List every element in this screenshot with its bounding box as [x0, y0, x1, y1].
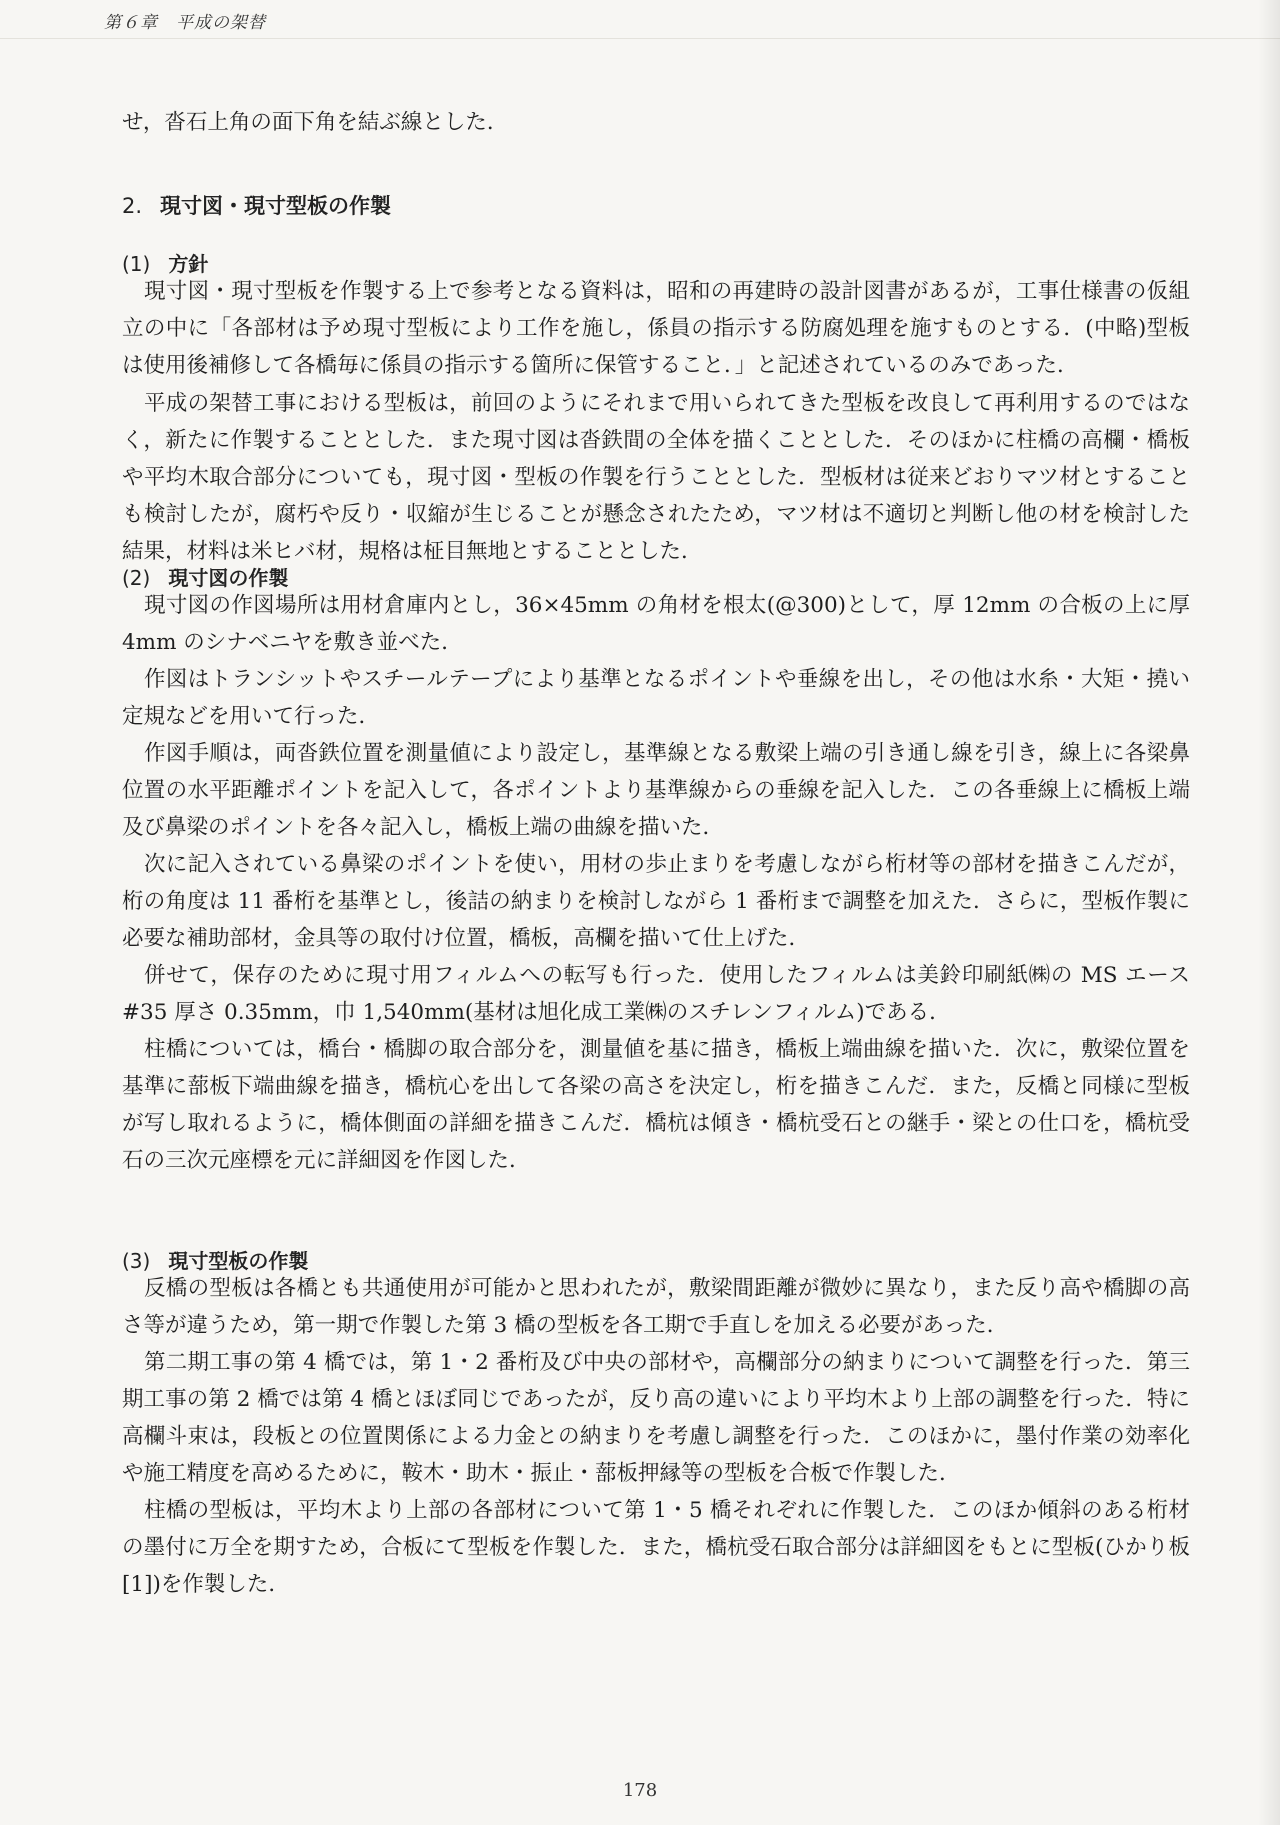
page-edge-shadow [1258, 0, 1280, 1825]
subsection-2-paragraph-6: 柱橋については，橋台・橋脚の取合部分を，測量値を基に描き，橋板上端曲線を描いた．次に，敷梁位置を基準に蔀板下端曲線を描き，橋杭心を出して各梁の高さを決定し，桁を描きこんだ．また，反橋と同様に型板が写し取れるように，橋体側面の詳細を描きこんだ．橋杭は傾き・橋杭受石との継手・梁との仕口を，橋杭受石の三次元座標を元に詳細図を作図した． [122, 1037, 1190, 1173]
section-2-heading [122, 190, 391, 220]
intro-continuation: せ，沓石上角の面下角を結ぶ線とした． [122, 110, 509, 135]
subsection-2-number: (2) [122, 566, 151, 590]
subsection-1-paragraph-1: 現寸図・現寸型板を作製する上で参考となる資料は，昭和の再建時の設計図書があるが，工事仕様書の仮組立の中に「各部材は予め現寸型板により工作を施し，係員の指示する防腐処理を施すものとする．(中略)型板は使用後補修して各橋毎に係員の指示する箇所に保管すること．」と記述されているのみであった． [122, 279, 1190, 378]
running-header: 第６章 平成の架替 [104, 13, 266, 33]
subsection-3-paragraph-1: 反橋の型板は各橋とも共通使用が可能かと思われたが，敷梁間距離が微妙に異なり，また反り高や橋脚の高さ等が違うため，第一期で作製した第 3 橋の型板を各工期で手直しを加える必要があった． [122, 1276, 1190, 1338]
subsection-2-paragraph-2: 作図はトランシットやスチールテープにより基準となるポイントや垂線を出し，その他は水糸・大矩・撓い定規などを用いて行った． [122, 667, 1190, 729]
subsection-3-title: 現寸型板の作製 [168, 1249, 309, 1273]
subsection-1-paragraph-2: 平成の架替工事における型板は，前回のようにそれまで用いられてきた型板を改良して再利用するのではなく，新たに作製することとした．また現寸図は沓鉄間の全体を描くこととした．そのほかに柱橋の高欄・橋板や平均木取合部分についても，現寸図・型板の作製を行うこととした．型板材は従来どおりマツ材とすることも検討したが，腐朽や反り・収縮が生じることが懸念されたため，マツ材は不適切と判断し他の材を検討した結果，材料は米ヒバ材，規格は柾目無地とすることとした． [122, 391, 1190, 564]
section-2-title: 現寸図・現寸型板の作製 [160, 194, 392, 218]
subsection-3-number: (3) [122, 1249, 151, 1273]
subsection-2-paragraph-4: 次に記入されている鼻梁のポイントを使い，用材の歩止まりを考慮しながら桁材等の部材を描きこんだが，桁の角度は 11 番桁を基準とし，後詰の納まりを検討しながら 1 番桁まで調整を加えた．さらに，型板作製に必要な補助部材，金具等の取付け位置，橋板，高欄を描いて仕上げた． [122, 852, 1190, 951]
subsection-3-paragraph-2: 第二期工事の第 4 橋では，第 1・2 番桁及び中央の部材や，高欄部分の納まりについて調整を行った．第三期工事の第 2 橋では第 4 橋とほぼ同じであったが，反り高の違いにより平均木より上部の調整を行った．特に高欄斗束は，段板との位置関係による力金との納まりを考慮し調整を行った．このほかに，墨付作業の効率化や施工精度を高めるために，鞍木・助木・振止・蔀板押縁等の型板を合板で作製した． [122, 1350, 1190, 1486]
subsection-1-number: (1) [122, 252, 151, 276]
subsection-2-paragraph-3: 作図手順は，両沓鉄位置を測量値により設定し，基準線となる敷梁上端の引き通し線を引き，線上に各梁鼻位置の水平距離ポイントを記入して，各ポイントより基準線からの垂線を記入した．この各垂線上に橋板上端及び鼻梁のポイントを各々記入し，橋板上端の曲線を描いた． [122, 741, 1190, 840]
subsection-1-title: 方針 [168, 252, 209, 276]
header-divider [0, 38, 1280, 39]
section-2-number: 2. [122, 194, 143, 218]
subsection-2-paragraph-1: 現寸図の作図場所は用材倉庫内とし，36×45mm の角材を根太(@300)として，厚 12mm の合板の上に厚 4mm のシナベニヤを敷き並べた． [122, 593, 1190, 655]
subsection-2-paragraph-5: 併せて，保存のために現寸用フィルムへの転写も行った．使用したフィルムは美鈴印刷紙㈱の MS エース#35 厚さ 0.35mm，巾 1,540mm(基材は旭化成工業㈱のスチレンフィルム)である． [122, 963, 1190, 1025]
subsection-2-title: 現寸図の作製 [168, 566, 289, 590]
page-number: 178 [622, 1780, 658, 1801]
subsection-3-paragraph-3: 柱橋の型板は，平均木より上部の各部材について第 1・5 橋それぞれに作製した．このほか傾斜のある桁材の墨付に万全を期すため，合板にて型板を作製した．また，橋杭受石取合部分は詳細図をもとに型板(ひかり板[1])を作製した． [122, 1498, 1190, 1597]
